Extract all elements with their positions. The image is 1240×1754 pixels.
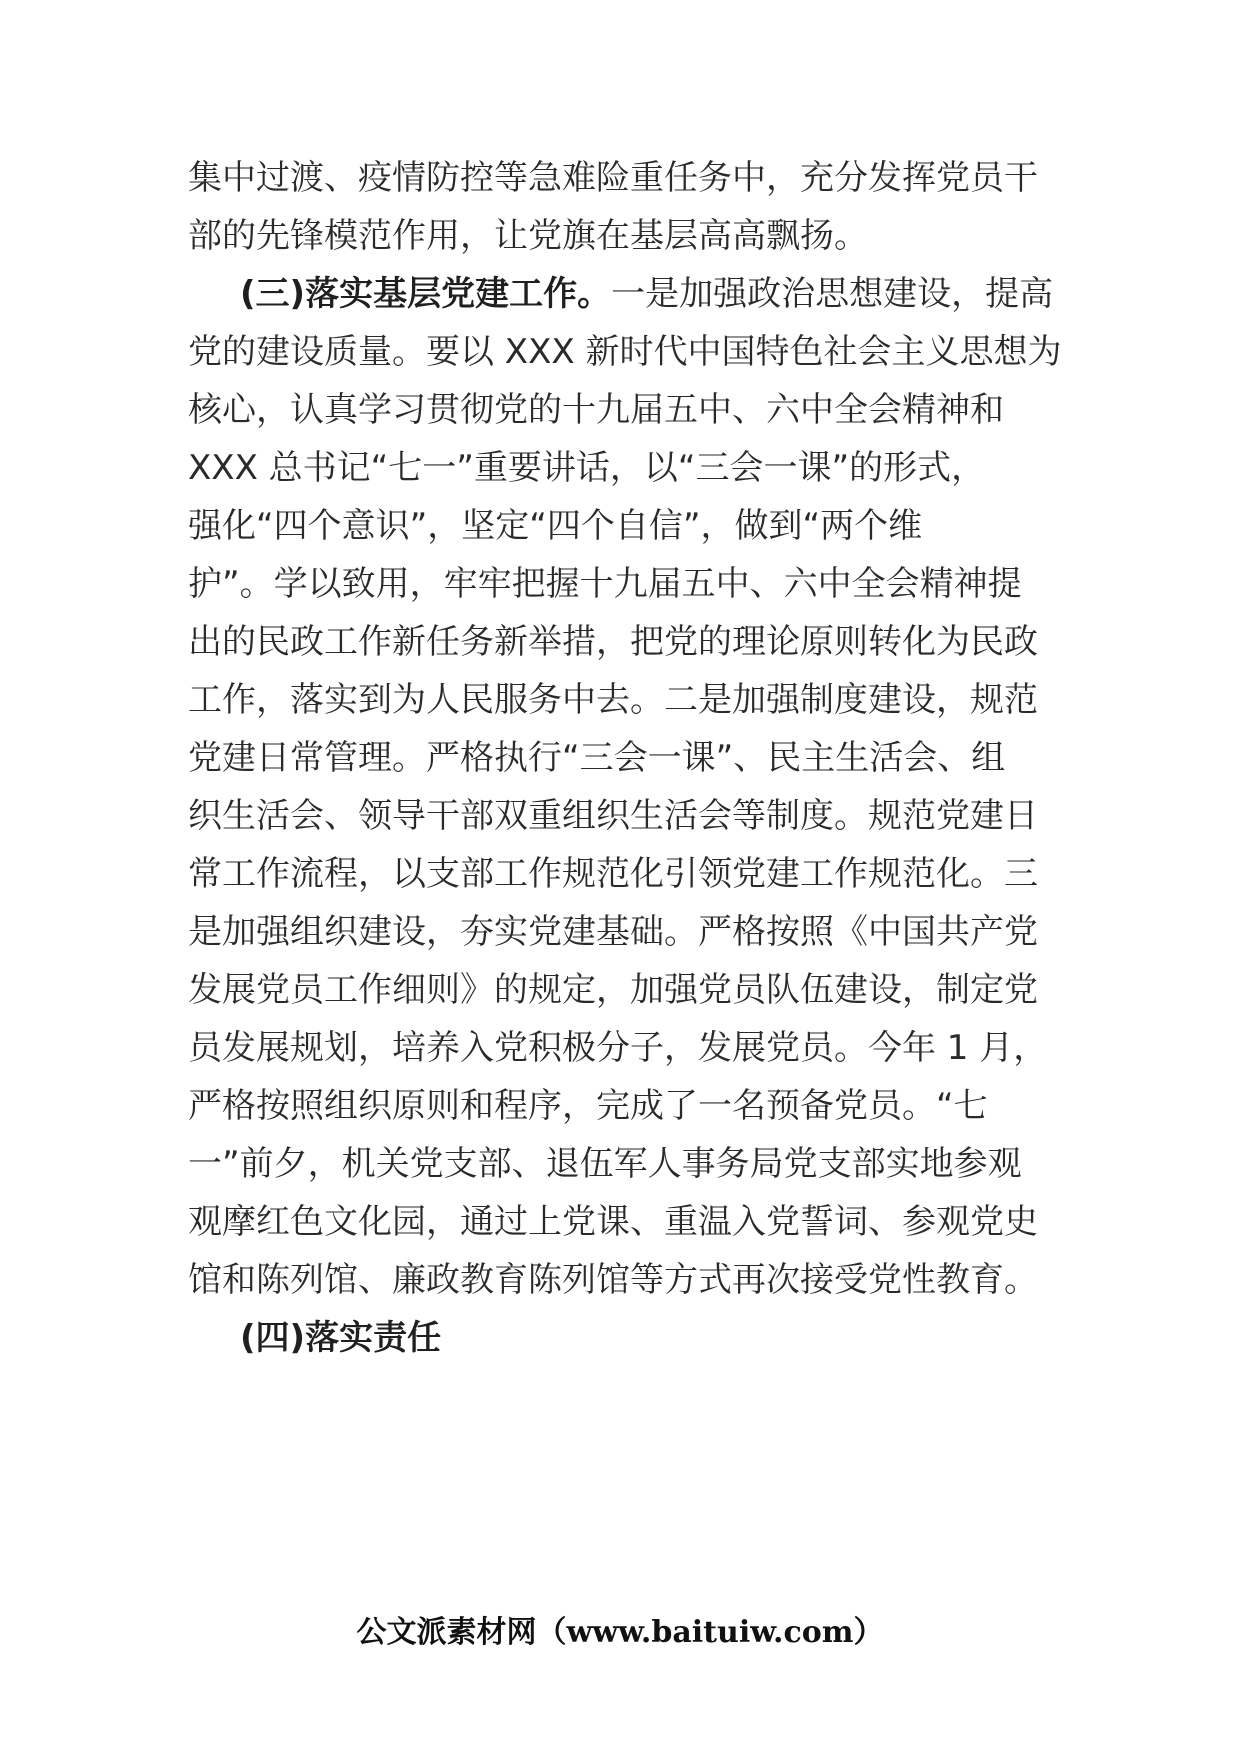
section-3-first-line (240, 274, 1120, 314)
body-text-line: 出的民政工作新任务新举措，把党的理论原则转化为民政 (188, 622, 1038, 662)
section-3-heading: (三)落实基层党建工作。 (240, 274, 612, 314)
body-text-line: 集中过渡、疫情防控等急难险重任务中，充分发挥党员干 (188, 158, 1038, 198)
body-text-line: 严格按照组织原则和程序，完成了一名预备党员。“七 (188, 1086, 988, 1126)
body-text-line: 党建日常管理。严格执行“三会一课”、民主生活会、组 (188, 738, 1006, 778)
body-text-line: 党的建设质量。要以 XXX 新时代中国特色社会主义思想为 (188, 332, 1062, 372)
body-text-line: 一”前夕，机关党支部、退伍军人事务局党支部实地参观 (188, 1144, 1022, 1184)
footer-watermark: 公文派素材网（www.baituiw.com） (356, 1615, 884, 1650)
body-text-line: XXX 总书记“七一”重要讲话，以“三会一课”的形式， (188, 448, 986, 488)
body-text-line: 馆和陈列馆、廉政教育陈列馆等方式再次接受党性教育。 (188, 1260, 1038, 1300)
body-text-line: 核心，认真学习贯彻党的十九届五中、六中全会精神和 (188, 390, 1004, 430)
body-text-line: 观摩红色文化园，通过上党课、重温入党誓词、参观党史 (188, 1202, 1038, 1242)
body-text-line: 员发展规划，培养入党积极分子，发展党员。今年 1 月， (188, 1028, 1048, 1068)
body-text-line: 常工作流程，以支部工作规范化引领党建工作规范化。三 (188, 854, 1038, 894)
body-text-line: 是加强组织建设，夯实党建基础。严格按照《中国共产党 (188, 912, 1038, 952)
body-text-line: 护”。学以致用，牢牢把握十九届五中、六中全会精神提 (188, 564, 1022, 604)
body-text-line: 发展党员工作细则》的规定，加强党员队伍建设，制定党 (188, 970, 1038, 1010)
body-text-span: 一是加强政治思想建设，提高 (611, 274, 1054, 314)
section-4-heading: (四)落实责任 (240, 1318, 442, 1358)
body-text-line: 织生活会、领导干部双重组织生活会等制度。规范党建日 (188, 796, 1038, 836)
body-text-line: 部的先锋模范作用，让党旗在基层高高飘扬。 (188, 216, 868, 256)
body-text-line: 强化“四个意识”，坚定“四个自信”，做到“两个维 (188, 506, 923, 546)
body-text-line: 工作，落实到为人民服务中去。二是加强制度建设，规范 (188, 680, 1038, 720)
